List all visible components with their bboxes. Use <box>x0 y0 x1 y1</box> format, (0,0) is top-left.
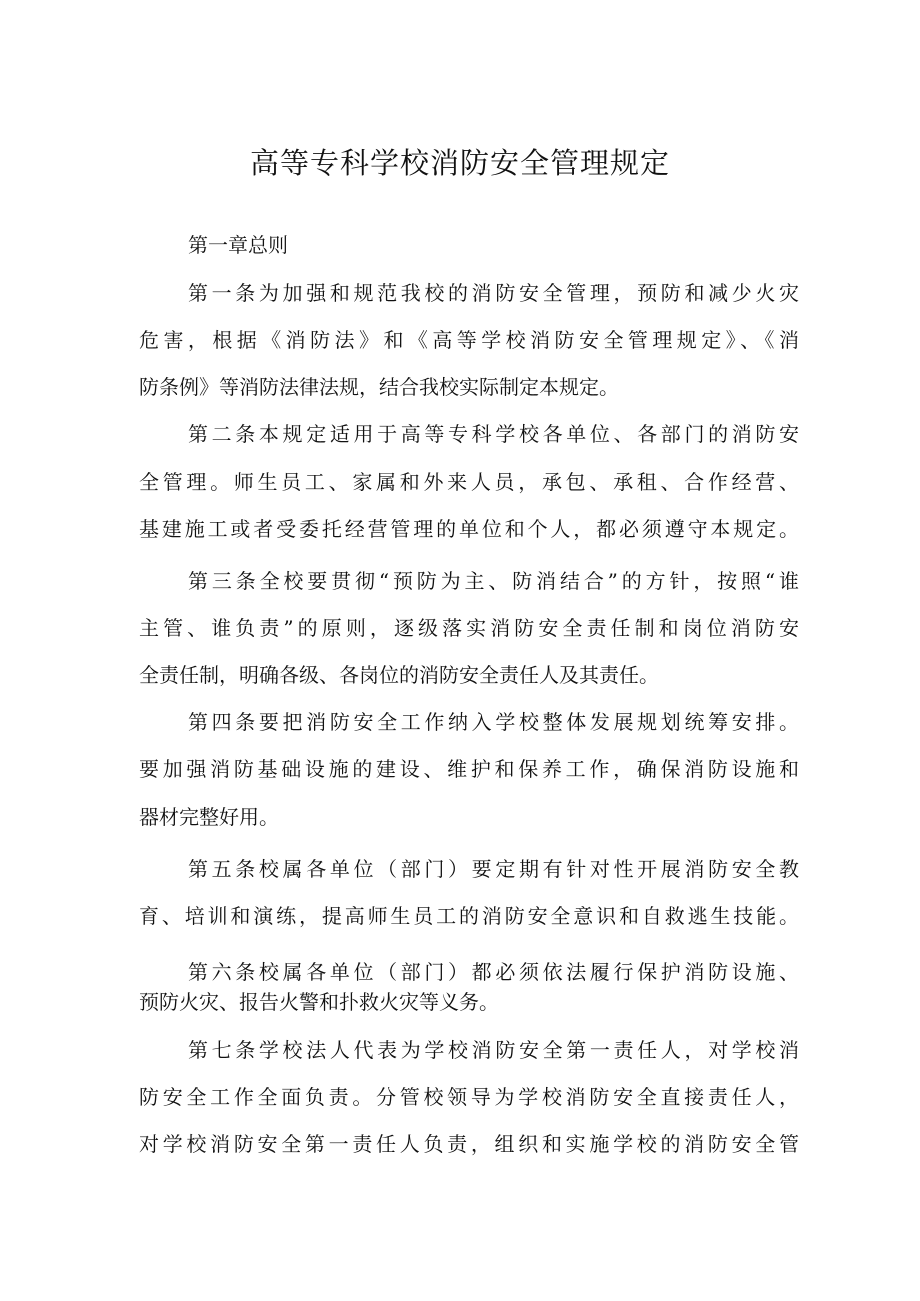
article-6-line-1: 第六条校属各单位（部门）都必须依法履行保护消防设施、 <box>188 960 799 984</box>
article-4-line-1: 第四条要把消防安全工作纳入学校整体发展规划统筹安排。 <box>188 710 799 734</box>
article-7-line-3: 对学校消防安全第一责任人负责，组织和实施学校的消防安全管 <box>139 1132 799 1156</box>
article-5-line-1: 第五条校属各单位（部门）要定期有针对性开展消防安全教 <box>188 857 799 881</box>
article-2-line-2: 全管理。师生员工、家属和外来人员，承包、承租、合作经营、 <box>139 470 799 494</box>
article-1-line-3: 防条例》等消防法律法规，结合我校实际制定本规定。 <box>139 375 619 399</box>
article-2-line-3: 基建施工或者受委托经营管理的单位和个人，都必须遵守本规定。 <box>139 517 799 541</box>
article-7-line-1: 第七条学校法人代表为学校消防安全第一责任人，对学校消 <box>188 1038 799 1062</box>
article-2-line-1: 第二条本规定适用于高等专科学校各单位、各部门的消防安 <box>188 422 799 446</box>
article-3-line-2: 主管、谁负责”的原则，逐级落实消防安全责任制和岗位消防安 <box>139 616 799 640</box>
article-7-line-2: 防安全工作全面负责。分管校领导为学校消防安全直接责任人， <box>139 1085 799 1109</box>
article-3-line-3: 全责任制，明确各级、各岗位的消防安全责任人及其责任。 <box>139 663 659 687</box>
article-1-line-1: 第一条为加强和规范我校的消防安全管理，预防和减少火灾 <box>188 281 799 305</box>
chapter-heading: 第一章总则 <box>188 233 288 257</box>
article-4-line-3: 器材完整好用。 <box>139 805 279 829</box>
article-6-line-2: 预防火灾、报告火警和扑救火灾等义务。 <box>139 990 499 1014</box>
article-5-line-2: 育、培训和演练，提高师生员工的消防安全意识和自救逃生技能。 <box>139 904 799 928</box>
document-title: 高等专科学校消防安全管理规定 <box>249 146 670 180</box>
article-3-line-1: 第三条全校要贯彻“预防为主、防消结合”的方针，按照“谁 <box>188 569 799 593</box>
article-1-line-2: 危害，根据《消防法》和《高等学校消防安全管理规定》、《消 <box>139 328 799 352</box>
article-4-line-2: 要加强消防基础设施的建设、维护和保养工作，确保消防设施和 <box>139 757 799 781</box>
